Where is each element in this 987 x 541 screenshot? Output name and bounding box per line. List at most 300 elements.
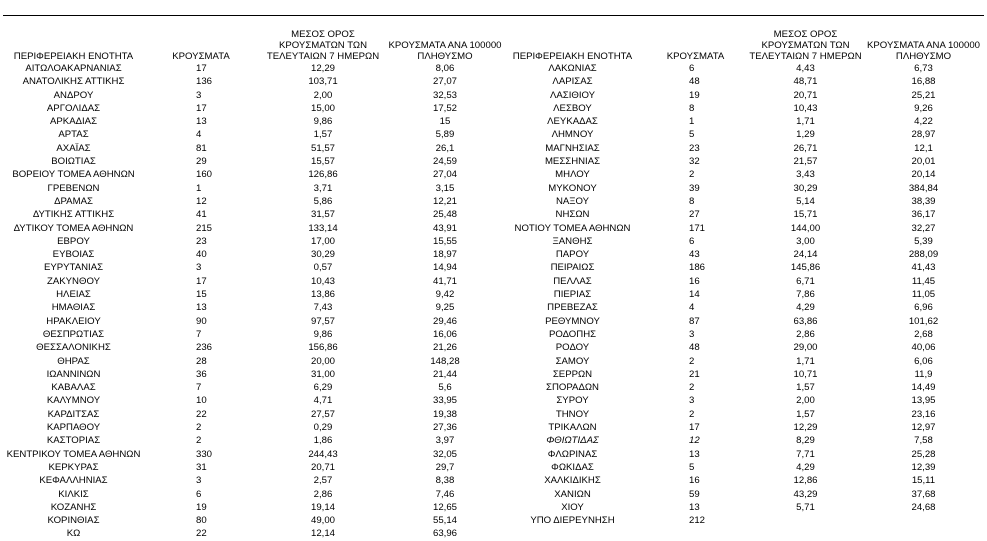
region-cell: ΛΗΜΝΟΥ xyxy=(551,129,594,141)
avg7-cell: 15,57 xyxy=(310,156,335,168)
cases-cell: 136 xyxy=(196,76,213,88)
avg7-cell: 20,00 xyxy=(310,355,335,367)
rate-cell: 17,52 xyxy=(432,102,457,114)
rate-cell: 24,59 xyxy=(432,156,457,168)
rate-cell: 55,14 xyxy=(432,515,457,527)
avg7-cell: 144,00 xyxy=(790,222,821,234)
cases-cell: 3 xyxy=(689,395,695,407)
table-row xyxy=(502,235,984,248)
avg7-cell: 133,14 xyxy=(308,222,338,234)
avg7-cell: 15,00 xyxy=(310,102,335,114)
cases-cell: 2 xyxy=(689,169,695,181)
region-cell: ΜΕΣΣΗΝΙΑΣ xyxy=(544,156,601,168)
region-cell: ΠΕΛΛΑΣ xyxy=(553,275,592,287)
region-cell: ΡΟΔΟΥ xyxy=(555,342,590,354)
table-row xyxy=(3,394,502,407)
avg7-cell: 13,86 xyxy=(310,289,335,301)
avg7-cell: 20,71 xyxy=(310,461,335,473)
avg7-cell: 10,43 xyxy=(310,275,335,287)
header-cases: ΚΡΟΥΣΜΑΤΑ xyxy=(666,51,725,62)
rate-cell: 8,38 xyxy=(435,475,455,487)
rate-cell: 23,16 xyxy=(911,408,936,420)
region-cell: ΖΑΚΥΝΘΟΥ xyxy=(47,275,100,287)
region-cell: ΚΕΦΑΛΛΗΝΙΑΣ xyxy=(39,475,108,487)
table-row xyxy=(502,89,984,102)
cases-cell: 13 xyxy=(196,302,207,314)
rate-cell xyxy=(863,514,984,527)
cases-cell: 8 xyxy=(689,195,695,207)
region-cell: ΧΑΛΚΙΔΙΚΗΣ xyxy=(544,475,601,487)
rate-cell: 3,15 xyxy=(435,182,455,194)
avg7-cell: 5,71 xyxy=(796,501,815,513)
table-row xyxy=(502,288,984,301)
region-cell: ΚΟΡΙΝΘΙΑΣ xyxy=(47,515,100,527)
avg7-cell: 21,57 xyxy=(793,156,818,168)
rate-cell: 4,22 xyxy=(914,116,933,128)
avg7-cell: 5,86 xyxy=(313,195,333,207)
table-row xyxy=(3,527,502,540)
avg7-cell: 48,71 xyxy=(793,76,818,88)
table-row xyxy=(502,248,984,261)
table-row xyxy=(502,222,984,235)
cases-cell: 23 xyxy=(196,235,207,247)
table-row xyxy=(502,328,984,341)
region-cell: ΚΑΡΠΑΘΟΥ xyxy=(46,422,101,434)
cases-cell: 23 xyxy=(689,142,700,154)
region-cell: ΑΝΑΤΟΛΙΚΗΣ ΑΤΤΙΚΗΣ xyxy=(22,76,125,88)
avg7-cell: 97,57 xyxy=(310,315,335,327)
avg7-cell: 145,86 xyxy=(790,262,821,274)
rate-cell: 41,71 xyxy=(432,275,457,287)
table-row xyxy=(3,102,502,115)
region-cell: ΣΠΟΡΑΔΩΝ xyxy=(546,382,599,394)
avg7-cell: 5,14 xyxy=(796,195,815,207)
rate-cell: 37,68 xyxy=(911,488,936,500)
table-row xyxy=(502,208,984,221)
cases-cell: 59 xyxy=(689,488,700,500)
region-cell: ΗΛΕΙΑΣ xyxy=(56,289,91,301)
rate-cell: 6,96 xyxy=(914,302,933,314)
region-cell: ΦΛΩΡΙΝΑΣ xyxy=(547,448,598,460)
rate-cell: 28,97 xyxy=(911,129,936,141)
cases-cell: 8 xyxy=(689,102,695,114)
avg7-cell: 103,71 xyxy=(308,76,338,88)
rate-cell: 9,42 xyxy=(435,289,455,301)
region-cell: ΡΟΔΟΠΗΣ xyxy=(548,328,597,340)
cases-cell: 3 xyxy=(196,262,202,274)
rate-cell: 9,25 xyxy=(435,302,455,314)
table-row xyxy=(3,461,502,474)
left-table-block xyxy=(3,22,502,541)
table-row xyxy=(502,168,984,181)
table-row xyxy=(3,288,502,301)
region-cell: ΣΕΡΡΩΝ xyxy=(552,368,593,380)
table-row xyxy=(3,434,502,447)
region-cell: ΜΑΓΝΗΣΙΑΣ xyxy=(545,142,600,154)
rate-cell: 14,49 xyxy=(911,382,936,394)
region-cell: ΚΕΝΤΡΙΚΟΥ ΤΟΜΕΑ ΑΘΗΝΩΝ xyxy=(6,448,141,460)
avg7-cell: 4,71 xyxy=(313,395,333,407)
avg7-cell: 2,86 xyxy=(796,328,815,340)
avg7-cell: 24,14 xyxy=(793,249,818,261)
region-cell: ΓΡΕΒΕΝΩΝ xyxy=(47,182,100,194)
region-cell: ΡΕΘΥΜΝΟΥ xyxy=(545,315,600,327)
region-cell: ΙΩΑΝΝΙΝΩΝ xyxy=(46,368,101,380)
cases-cell: 215 xyxy=(196,222,213,234)
rate-cell: 3,97 xyxy=(435,435,455,447)
rate-cell: 18,97 xyxy=(432,249,457,261)
avg7-cell: 30,29 xyxy=(310,249,335,261)
rate-cell: 27,36 xyxy=(432,422,457,434)
avg7-cell: 8,29 xyxy=(796,435,815,447)
region-cell: ΣΑΜΟΥ xyxy=(555,355,590,367)
avg7-cell: 49,00 xyxy=(310,515,335,527)
region-cell: ΚΑΒΑΛΑΣ xyxy=(51,382,96,394)
avg7-cell: 19,14 xyxy=(310,501,335,513)
cases-cell: 19 xyxy=(689,89,700,101)
table-row xyxy=(3,488,502,501)
avg7-cell: 1,57 xyxy=(313,129,333,141)
cases-cell: 7 xyxy=(196,328,202,340)
avg7-cell: 12,29 xyxy=(793,422,818,434)
avg7-cell: 1,57 xyxy=(796,382,815,394)
cases-cell: 3 xyxy=(196,475,202,487)
region-cell: ΔΡΑΜΑΣ xyxy=(54,195,93,207)
rate-cell: 20,14 xyxy=(911,169,936,181)
avg7-cell: 0,57 xyxy=(313,262,333,274)
region-cell: ΧΙΟΥ xyxy=(561,501,584,513)
region-cell: ΔΥΤΙΚΗΣ ΑΤΤΙΚΗΣ xyxy=(32,209,115,221)
cases-cell: 80 xyxy=(196,515,207,527)
rate-cell: 12,39 xyxy=(911,461,936,473)
table-row xyxy=(502,514,984,527)
region-cell: ΦΩΚΙΔΑΣ xyxy=(551,461,594,473)
rate-cell: 24,68 xyxy=(911,501,936,513)
rate-cell: 25,28 xyxy=(911,448,936,460)
table-row xyxy=(502,301,984,314)
avg7-cell: 6,29 xyxy=(313,382,333,394)
region-cell: ΘΗΡΑΣ xyxy=(57,355,90,367)
table-row xyxy=(502,155,984,168)
cases-cell: 13 xyxy=(196,116,207,128)
table-body-left xyxy=(3,62,502,541)
avg7-cell: 31,00 xyxy=(310,368,335,380)
rate-cell: 15,11 xyxy=(911,475,936,487)
table-row xyxy=(3,182,502,195)
rate-cell: 40,06 xyxy=(911,342,936,354)
avg7-cell: 7,86 xyxy=(796,289,815,301)
avg7-cell: 2,86 xyxy=(313,488,333,500)
region-cell: ΑΡΤΑΣ xyxy=(58,129,89,141)
region-cell: ΘΕΣΠΡΩΤΙΑΣ xyxy=(42,328,105,340)
table-row xyxy=(502,394,984,407)
cases-cell: 2 xyxy=(689,408,695,420)
table-row xyxy=(502,315,984,328)
region-cell: ΑΙΤΩΛΟΑΚΑΡΝΑΝΙΑΣ xyxy=(25,63,122,74)
table-row xyxy=(502,434,984,447)
table-row xyxy=(3,75,502,88)
cases-cell: 29 xyxy=(196,156,207,168)
region-cell: ΘΕΣΣΑΛΟΝΙΚΗΣ xyxy=(36,342,111,354)
table-row xyxy=(502,461,984,474)
cases-cell: 330 xyxy=(196,448,213,460)
cases-cell: 16 xyxy=(689,475,700,487)
avg7-cell: 4,29 xyxy=(796,461,815,473)
avg7-cell: 126,86 xyxy=(308,169,338,181)
avg7-cell: 1,29 xyxy=(796,129,815,141)
rate-cell: 21,44 xyxy=(432,368,457,380)
table-row xyxy=(502,102,984,115)
avg7-cell: 26,71 xyxy=(793,142,818,154)
cases-cell: 48 xyxy=(689,76,700,88)
table-row xyxy=(3,195,502,208)
cases-cell: 160 xyxy=(196,169,213,181)
rate-cell: 6,73 xyxy=(914,63,933,74)
table-row xyxy=(502,421,984,434)
avg7-cell: 1,71 xyxy=(796,116,815,128)
avg7-cell: 156,86 xyxy=(308,342,338,354)
region-cell: ΒΟΡΕΙΟΥ ΤΟΜΕΑ ΑΘΗΝΩΝ xyxy=(12,169,135,181)
avg7-cell: 4,29 xyxy=(796,302,815,314)
avg7-cell: 4,43 xyxy=(796,63,815,74)
cases-cell: 6 xyxy=(689,63,695,74)
cases-cell: 22 xyxy=(196,408,207,420)
rate-cell: 6,06 xyxy=(914,355,933,367)
avg7-cell: 43,29 xyxy=(793,488,818,500)
cases-cell: 7 xyxy=(196,382,202,394)
region-cell: ΕΥΡΥΤΑΝΙΑΣ xyxy=(43,262,104,274)
region-cell: ΠΙΕΡΙΑΣ xyxy=(553,289,592,301)
table-row xyxy=(502,75,984,88)
region-cell: ΛΕΥΚΑΔΑΣ xyxy=(547,116,598,128)
rate-cell: 12,65 xyxy=(432,501,457,513)
rate-cell: 384,84 xyxy=(908,182,939,194)
cases-cell: 2 xyxy=(689,382,695,394)
cases-cell: 48 xyxy=(689,342,700,354)
avg7-cell: 3,00 xyxy=(796,235,815,247)
rate-cell: 41,43 xyxy=(911,262,936,274)
cases-cell: 17 xyxy=(689,422,700,434)
table-row xyxy=(3,448,502,461)
avg7-cell: 7,71 xyxy=(796,448,815,460)
rate-cell: 7,46 xyxy=(435,488,455,500)
rate-cell: 32,53 xyxy=(432,89,457,101)
cases-cell: 5 xyxy=(689,461,695,473)
cases-cell: 2 xyxy=(196,422,202,434)
avg7-cell: 27,57 xyxy=(310,408,335,420)
region-cell: ΛΑΚΩΝΙΑΣ xyxy=(548,63,597,74)
table-body-right xyxy=(502,62,984,527)
table-row xyxy=(502,488,984,501)
table-row xyxy=(502,448,984,461)
table-row xyxy=(3,142,502,155)
avg7-cell: 2,57 xyxy=(313,475,333,487)
region-cell: ΤΡΙΚΑΛΩΝ xyxy=(548,422,597,434)
rate-cell: 33,95 xyxy=(432,395,457,407)
region-cell: ΚΕΡΚΥΡΑΣ xyxy=(48,461,99,473)
cases-cell: 10 xyxy=(196,395,207,407)
cases-cell: 12 xyxy=(689,435,700,447)
rate-cell: 7,58 xyxy=(914,435,933,447)
avg7-cell: 15,71 xyxy=(793,209,818,221)
avg7-cell: 9,86 xyxy=(313,116,333,128)
rate-cell: 8,06 xyxy=(435,63,455,74)
header-rate: ΚΡΟΥΣΜΑΤΑ ΑΝΑ 100000 ΠΛΗΘΥΣΜΟ xyxy=(388,40,502,62)
rate-cell: 21,26 xyxy=(432,342,457,354)
cases-cell: 87 xyxy=(689,315,700,327)
cases-cell: 13 xyxy=(689,501,700,513)
avg7-cell: 17,00 xyxy=(310,235,335,247)
region-cell: ΗΜΑΘΙΑΣ xyxy=(51,302,96,314)
avg7-cell: 2,00 xyxy=(313,89,333,101)
rate-cell: 12,97 xyxy=(911,422,936,434)
avg7-cell: 1,57 xyxy=(796,408,815,420)
cases-cell: 4 xyxy=(196,129,202,141)
cases-cell: 39 xyxy=(689,182,700,194)
rate-cell: 5,89 xyxy=(435,129,455,141)
cases-cell: 14 xyxy=(689,289,700,301)
table-row xyxy=(3,208,502,221)
rate-cell: 26,1 xyxy=(435,142,455,154)
region-cell: ΜΥΚΟΝΟΥ xyxy=(548,182,597,194)
rate-cell: 15 xyxy=(439,116,451,128)
rate-cell: 12,21 xyxy=(432,195,457,207)
cases-cell: 1 xyxy=(689,116,695,128)
cases-cell: 40 xyxy=(196,249,207,261)
table-row xyxy=(502,408,984,421)
avg7-cell: 3,43 xyxy=(796,169,815,181)
table-row xyxy=(3,355,502,368)
rate-cell: 29,46 xyxy=(432,315,457,327)
rate-cell: 5,6 xyxy=(438,382,452,394)
rate-cell: 148,28 xyxy=(430,355,460,367)
rate-cell: 11,9 xyxy=(914,368,933,380)
table-row xyxy=(502,501,984,514)
region-cell: ΚΑΡΔΙΤΣΑΣ xyxy=(47,408,100,420)
avg7-cell: 1,86 xyxy=(313,435,333,447)
region-cell: ΝΗΣΩΝ xyxy=(555,209,590,221)
table-row xyxy=(502,381,984,394)
region-cell: ΠΑΡΟΥ xyxy=(555,249,590,261)
table-row xyxy=(502,355,984,368)
rate-cell: 11,45 xyxy=(911,275,936,287)
avg7-cell: 12,29 xyxy=(310,63,335,74)
avg7-cell: 0,29 xyxy=(313,422,333,434)
cases-cell: 27 xyxy=(689,209,700,221)
region-cell: ΒΟΙΩΤΙΑΣ xyxy=(51,156,96,168)
header-region: ΠΕΡΙΦΕΡΕΙΑΚΗ ΕΝΟΤΗΤΑ xyxy=(512,51,633,62)
region-cell: ΠΡΕΒΕΖΑΣ xyxy=(547,302,598,314)
rate-cell: 9,26 xyxy=(914,102,933,114)
table-row xyxy=(3,261,502,274)
rate-cell: 14,94 xyxy=(432,262,457,274)
avg7-cell xyxy=(748,514,863,527)
top-rule xyxy=(3,15,984,16)
table-row xyxy=(502,128,984,141)
rate-cell: 11,05 xyxy=(911,289,936,301)
cases-cell: 22 xyxy=(196,528,207,540)
region-cell: ΔΥΤΙΚΟΥ ΤΟΜΕΑ ΑΘΗΝΩΝ xyxy=(13,222,134,234)
avg7-cell: 244,43 xyxy=(308,448,338,460)
region-cell: ΑΝΔΡΟΥ xyxy=(53,89,94,101)
avg7-cell: 2,00 xyxy=(796,395,815,407)
table-row xyxy=(3,381,502,394)
cases-cell: 31 xyxy=(196,461,207,473)
region-cell: ΜΗΛΟΥ xyxy=(555,169,590,181)
table-row xyxy=(3,235,502,248)
avg7-cell: 20,71 xyxy=(793,89,818,101)
header-avg7: ΜΕΣΟΣ ΟΡΟΣ ΚΡΟΥΣΜΑΤΩΝ ΤΩΝ ΤΕΛΕΥΤΑΙΩΝ 7 ΗΜΕΡΩΝ xyxy=(749,29,862,62)
table-row xyxy=(3,474,502,487)
table-row xyxy=(3,368,502,381)
avg7-cell: 9,86 xyxy=(313,328,333,340)
cases-cell: 6 xyxy=(196,488,202,500)
table-row xyxy=(3,421,502,434)
rate-cell: 27,07 xyxy=(432,76,457,88)
region-cell: ΧΑΝΙΩΝ xyxy=(554,488,591,500)
rate-cell: 63,96 xyxy=(432,528,457,540)
rate-cell: 25,21 xyxy=(911,89,936,101)
rate-cell: 101,62 xyxy=(908,315,939,327)
region-cell: ΚΑΣΤΟΡΙΑΣ xyxy=(46,435,101,447)
cases-cell: 17 xyxy=(196,63,207,74)
avg7-cell: 1,71 xyxy=(796,355,815,367)
region-cell: ΛΑΣΙΘΙΟΥ xyxy=(549,89,596,101)
region-cell: ΑΧΑΪΑΣ xyxy=(56,142,91,154)
table-row xyxy=(3,328,502,341)
rate-cell: 27,04 xyxy=(432,169,457,181)
table-row xyxy=(3,275,502,288)
table-row xyxy=(3,315,502,328)
right-table-block xyxy=(502,22,984,527)
cases-cell: 15 xyxy=(196,289,207,301)
header-rate: ΚΡΟΥΣΜΑΤΑ ΑΝΑ 100000 ΠΛΗΘΥΣΜΟ xyxy=(867,40,980,62)
table-row xyxy=(3,408,502,421)
cases-cell: 21 xyxy=(689,368,700,380)
cases-cell: 3 xyxy=(196,89,202,101)
table-row xyxy=(3,62,502,75)
cases-cell: 17 xyxy=(196,102,207,114)
table-header-row xyxy=(502,22,984,62)
region-cell: ΛΕΣΒΟΥ xyxy=(553,102,592,114)
avg7-cell: 7,43 xyxy=(313,302,333,314)
avg7-cell: 30,29 xyxy=(793,182,818,194)
cases-cell: 90 xyxy=(196,315,207,327)
table-row xyxy=(3,155,502,168)
table-row xyxy=(3,341,502,354)
rate-cell: 16,88 xyxy=(911,76,936,88)
rate-cell: 38,39 xyxy=(911,195,936,207)
avg7-cell: 29,00 xyxy=(793,342,818,354)
avg7-cell: 10,43 xyxy=(793,102,818,114)
region-cell: ΕΒΡΟΥ xyxy=(57,235,90,247)
cases-cell: 12 xyxy=(196,195,207,207)
region-cell: ΛΑΡΙΣΑΣ xyxy=(552,76,593,88)
cases-cell: 236 xyxy=(196,342,213,354)
table-row xyxy=(3,115,502,128)
region-cell: ΗΡΑΚΛΕΙΟΥ xyxy=(46,315,101,327)
avg7-cell: 6,71 xyxy=(796,275,815,287)
avg7-cell: 10,71 xyxy=(793,368,818,380)
region-cell: ΝΟΤΙΟΥ ΤΟΜΕΑ ΑΘΗΝΩΝ xyxy=(514,222,631,234)
cases-cell: 17 xyxy=(196,275,207,287)
cases-cell: 4 xyxy=(689,302,695,314)
table-row xyxy=(502,142,984,155)
cases-cell: 43 xyxy=(689,249,700,261)
region-cell: ΥΠΟ ΔΙΕΡΕΥΝΗΣΗ xyxy=(530,515,615,527)
cases-cell: 2 xyxy=(196,435,202,447)
region-cell: ΦΘΙΩΤΙΔΑΣ xyxy=(546,435,599,447)
